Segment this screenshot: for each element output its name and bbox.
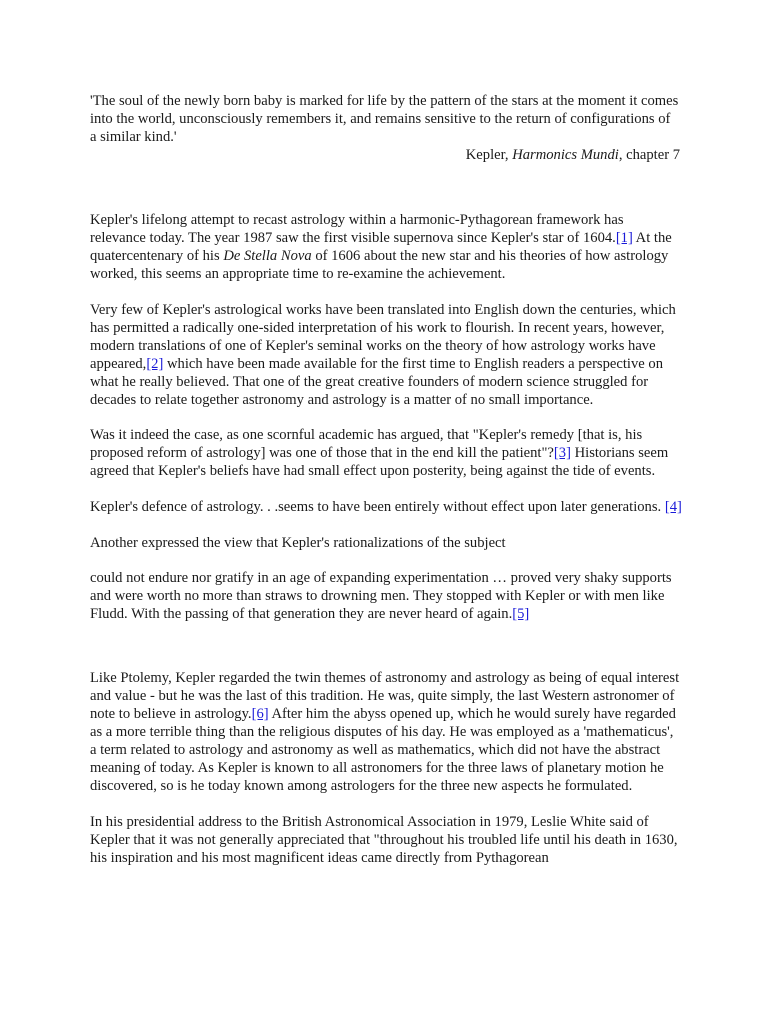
footnote-link-2[interactable]: [2] xyxy=(146,356,164,372)
p1-title: De Stella Nova xyxy=(223,248,312,264)
footnote-link-6[interactable]: [6] xyxy=(251,706,269,722)
paragraph-3 xyxy=(90,426,682,480)
paragraph-2 xyxy=(90,301,682,409)
epigraph-attribution xyxy=(90,146,680,164)
attribution-work: Harmonics Mundi xyxy=(512,147,619,163)
footnote-link-5[interactable]: [5] xyxy=(512,606,530,622)
paragraph-8 xyxy=(90,813,682,867)
p3-text-a: Was it indeed the case, as one scornful academic has argued, that "Kepler's remedy [that is, his proposed reform of astrology] was one of those that in the end kill the patient"? xyxy=(90,427,643,461)
attribution-author: Kepler, xyxy=(465,147,513,163)
p2-text-a: Very few of Kepler's astrological works have been translated into English down the centuries, which has permitted a radically one-sided interpretation of his work to flourish. In recent years, however, modern translations of one of Kepler's seminal works on the theory of how astrology works have appeared, xyxy=(90,302,676,372)
p8-text-a: In his presidential address to the British Astronomical Association in 1979, Leslie White said of Kepler that it was not generally appreciated that "throughout his troubled life until his death in 1630, his inspiration and his most magnificent ideas came directly from Pythagorean xyxy=(90,814,678,866)
p6-text-a: could not endure nor gratify in an age of expanding experimentation … proved very shaky supports and were worth no more than straws to drowning men. They stopped with Kepler or with men like Fludd. With the passing of that generation they are never heard of again. xyxy=(90,570,672,622)
footnote-link-1[interactable]: [1] xyxy=(615,230,633,246)
p2-text-b: which have been made available for the first time to English readers a perspective on what he really believed. That one of the great creative founders of modern science struggled for decades to relate together astronomy and astrology is a matter of no small importance. xyxy=(90,356,663,408)
epigraph-quote: 'The soul of the newly born baby is marked for life by the pattern of the stars at the moment it comes into the world, unconsciously remembers it, and remains sensitive to the return of configurations of a similar kind.' xyxy=(90,93,679,145)
p1-text-b: At the quatercentenary of his xyxy=(90,230,672,264)
paragraph-1 xyxy=(90,211,682,283)
p5-text-a: Another expressed the view that Kepler's rationalizations of the subject xyxy=(90,535,506,551)
paragraph-5 xyxy=(90,534,682,552)
p4-text-a: Kepler's defence of astrology. . .seems to have been entirely without effect upon later generations. xyxy=(90,499,665,515)
p7-text-b: After him the abyss opened up, which he would surely have regarded as a more terrible thing than the religious disputes of his day. He was employed as a 'mathematicus', a term related to astrology and astronomy as well as mathematics, which did not have the abstract meaning of today. As Kepler is known to all astronomers for the three laws of planetary motion he discovered, so is he today known among astrologers for the three new aspects he formulated. xyxy=(90,706,676,794)
footnote-link-4[interactable]: [4] xyxy=(664,499,682,515)
paragraph-4 xyxy=(90,498,682,516)
p3-text-b: Historians seem agreed that Kepler's beliefs have had small effect upon posterity, being against the tide of events. xyxy=(90,445,669,479)
footnote-link-3[interactable]: [3] xyxy=(553,445,571,461)
attribution-rest: , chapter 7 xyxy=(618,147,680,163)
p1-text-a: Kepler's lifelong attempt to recast astrology within a harmonic-Pythagorean framework has relevance today. The year 1987 saw the first visible supernova since Kepler's star of 1604. xyxy=(90,212,624,246)
paragraph-7 xyxy=(90,669,682,795)
p1-text-c: of 1606 about the new star and his theories of how astrology worked, this seems an appropriate time to re-examine the achievement. xyxy=(90,248,669,282)
p7-text-a: Like Ptolemy, Kepler regarded the twin themes of astronomy and astrology as being of equal interest and value - but he was the last of this tradition. He was, quite simply, the last Western astronomer of note to believe in astrology. xyxy=(90,670,680,722)
paragraph-6 xyxy=(90,569,682,623)
